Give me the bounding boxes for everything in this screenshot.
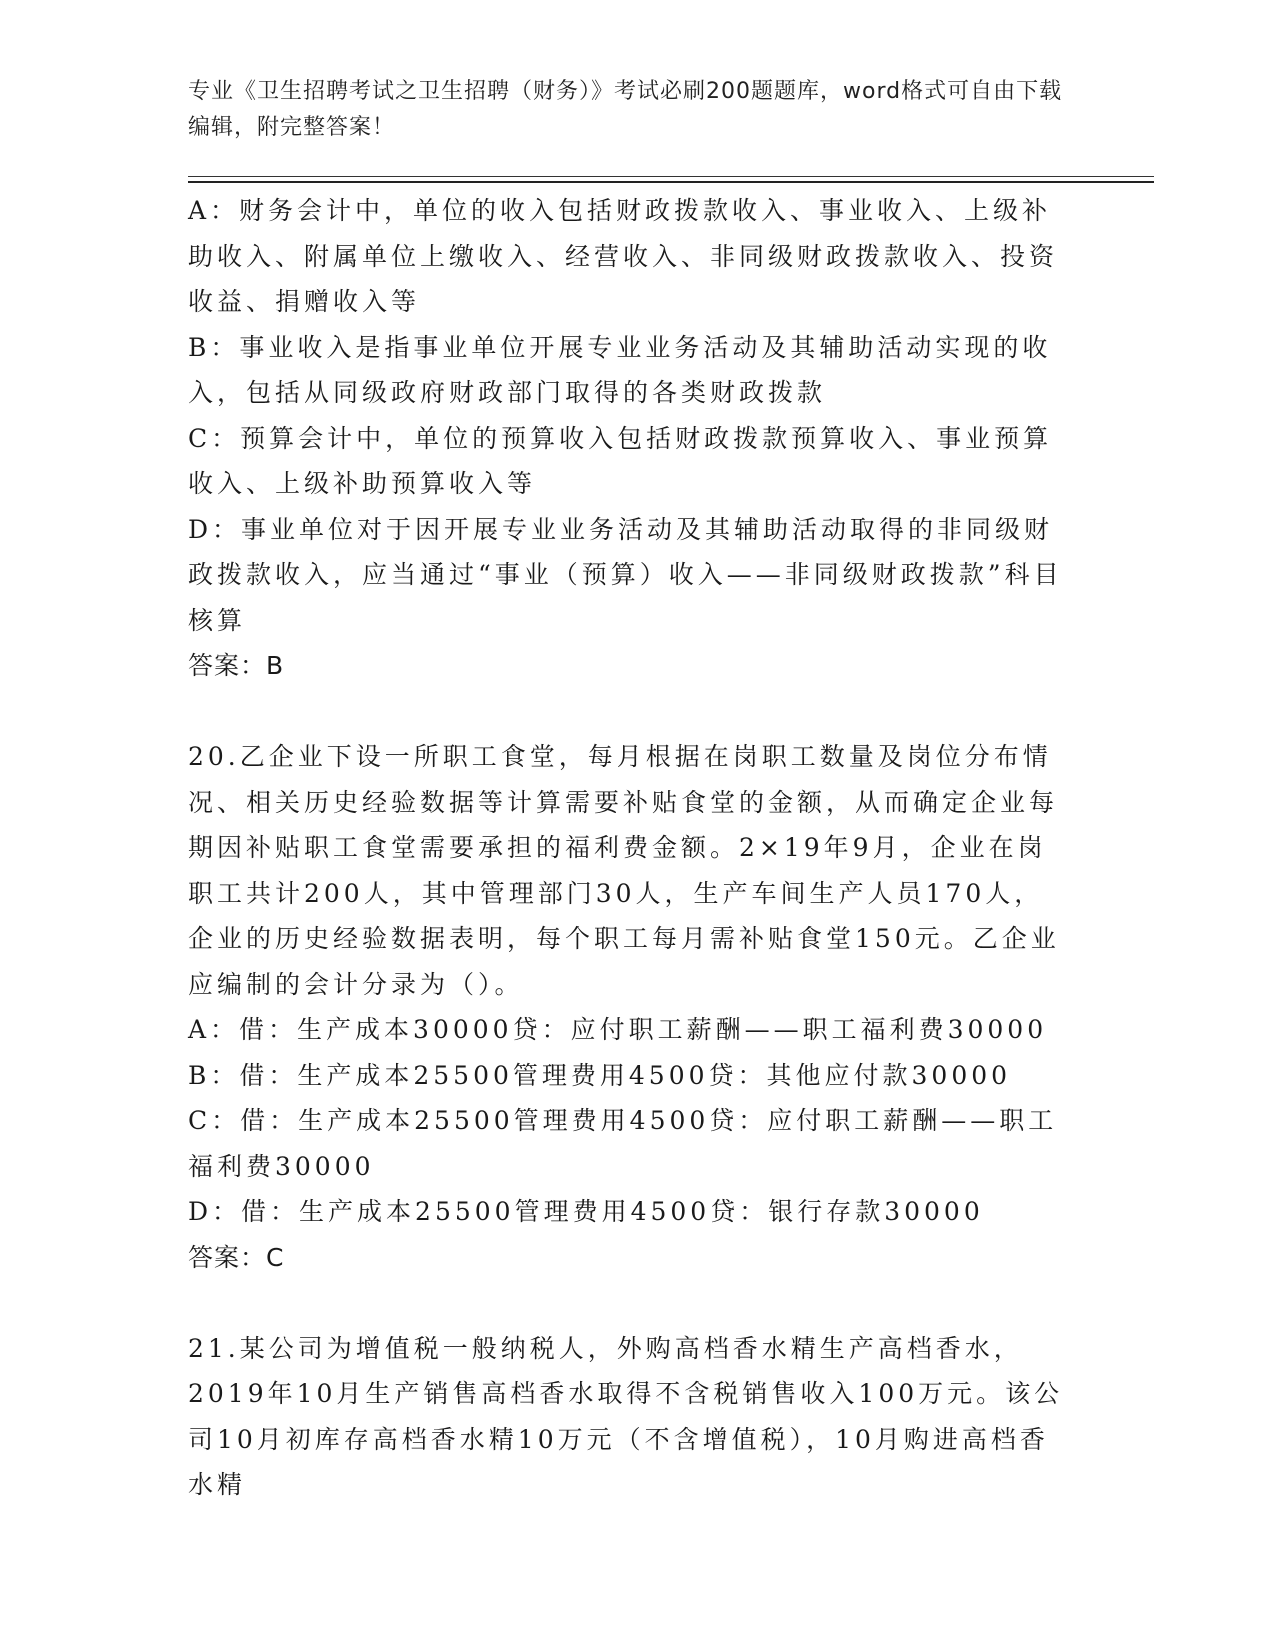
q20-option-c: C：借：生产成本25500管理费用4500贷：应付职工薪酬——职工福利费30000 <box>188 1106 1058 1181</box>
spacer <box>188 689 1068 735</box>
q20-option-d: D：借：生产成本25500管理费用4500贷：银行存款30000 <box>188 1197 984 1226</box>
header-divider-thin <box>188 176 1154 177</box>
spacer <box>188 1280 1068 1326</box>
q20-option-b: B：借：生产成本25500管理费用4500贷：其他应付款30000 <box>188 1060 1012 1090</box>
q20-answer: 答案：C <box>188 1242 285 1272</box>
header-divider-thick <box>188 181 1154 183</box>
document-body <box>188 188 1068 1508</box>
q20-option-a: A：借：生产成本30000贷：应付职工薪酬——职工福利费30000 <box>188 1015 1048 1044</box>
q19-answer: 答案：B <box>188 651 285 680</box>
document-header <box>188 74 1068 146</box>
q19-option-c: C：预算会计中，单位的预算收入包括财政拨款预算收入、事业预算收入、上级补助预算收入等 <box>188 423 1053 498</box>
q21-stem: 21.某公司为增值税一般纳税人，外购高档香水精生产高档香水，2019年10月生产销售高档香水取得不含税销售收入100万元。该公司10月初库存高档香水精10万元（不含增值税），10月购进高档香水精 <box>188 1333 1064 1499</box>
q19-option-d: D：事业单位对于因开展专业业务活动及其辅助活动取得的非同级财政拨款收入，应当通过“事业（预算）收入——非同级财政拨款”科目核算 <box>188 514 1063 635</box>
q20-stem: 20.乙企业下设一所职工食堂，每月根据在岗职工数量及岗位分布情况、相关历史经验数据等计算需要补贴食堂的金额，从而确定企业每期因补贴职工食堂需要承担的福利费金额。2×19年9月，企业在岗职工共计200人，其中管理部门30人，生产车间生产人员170人，企业的历史经验数据表明，每个职工每月需补贴食堂150元。乙企业应编制的会计分录为（）。 <box>188 742 1060 999</box>
header-title: 专业《卫生招聘考试之卫生招聘（财务）》考试必刷200题题库，word格式可自由下载编辑，附完整答案！ <box>188 79 1063 140</box>
question-21 <box>188 1326 1068 1508</box>
q19-option-a: A：财务会计中，单位的收入包括财政拨款收入、事业收入、上级补助收入、附属单位上缴收入、经营收入、非同级财政拨款收入、投资收益、捐赠收入等 <box>188 196 1059 316</box>
q19-option-b: B：事业收入是指事业单位开展专业业务活动及其辅助活动实现的收入，包括从同级政府财政部门取得的各类财政拨款 <box>188 332 1052 407</box>
question-20 <box>188 734 1068 1280</box>
question-19 <box>188 188 1068 689</box>
